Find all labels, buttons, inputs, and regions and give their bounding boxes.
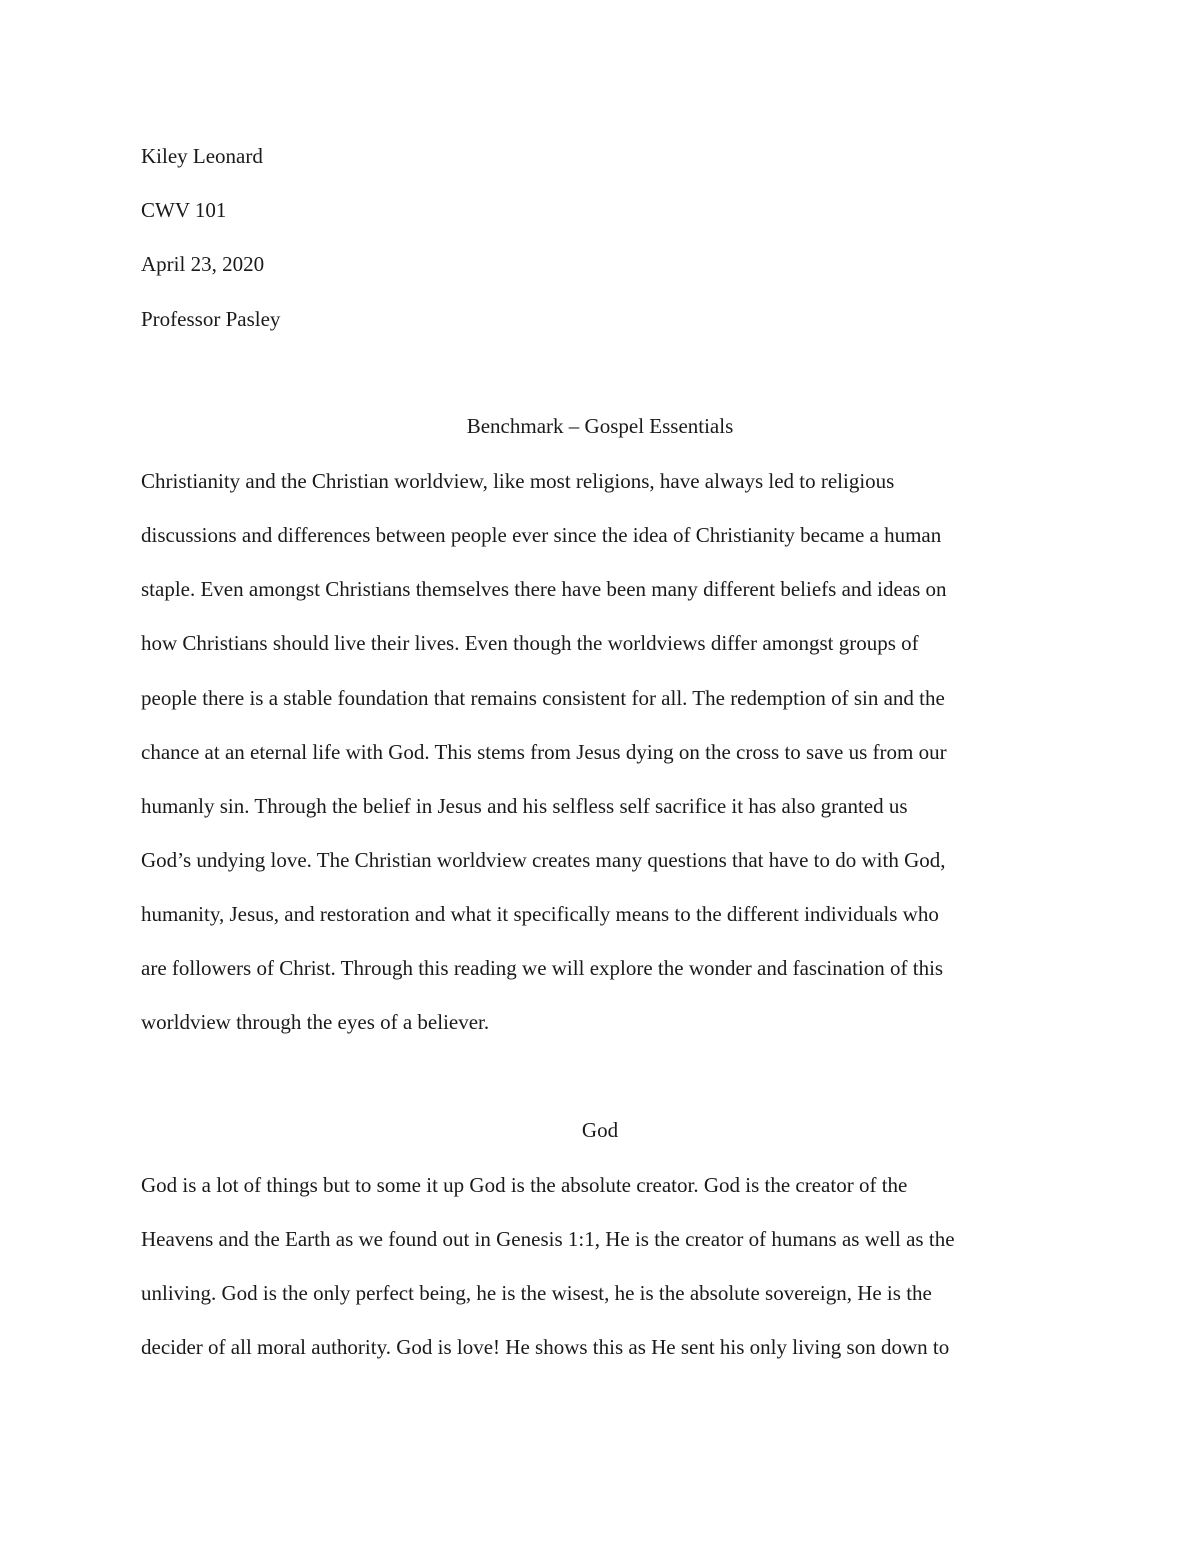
professor-name: Professor Pasley [141,307,281,331]
god-section-line: God is a lot of things but to some it up God is the absolute creator. God is the creator of the [141,1173,908,1197]
intro-line: humanly sin. Through the belief in Jesus and his selfless self sacrifice it has also granted us [141,794,908,818]
intro-line: staple. Even amongst Christians themselves there have been many different beliefs and ideas on [141,577,947,601]
course-name: CWV 101 [141,198,227,222]
author-name: Kiley Leonard [141,144,263,168]
god-section-line: decider of all moral authority. God is love! He shows this as He sent his only living son down to [141,1335,950,1359]
intro-line: Christianity and the Christian worldview, like most religions, have always led to religious [141,469,895,493]
god-section-line: unliving. God is the only perfect being, he is the wisest, he is the absolute sovereign, He is the [141,1281,932,1305]
god-section-line: Heavens and the Earth as we found out in Genesis 1:1, He is the creator of humans as well as the [141,1227,955,1251]
intro-line: humanity, Jesus, and restoration and what it specifically means to the different individuals who [141,902,939,926]
intro-line: worldview through the eyes of a believer. [141,1010,490,1034]
intro-line: are followers of Christ. Through this reading we will explore the wonder and fascination of this [141,956,944,980]
section-heading-god: God [581,1118,619,1142]
intro-line: people there is a stable foundation that remains consistent for all. The redemption of sin and the [141,686,945,710]
intro-line: discussions and differences between people ever since the idea of Christianity became a human [141,523,942,547]
document-title: Benchmark – Gospel Essentials [466,414,734,438]
intro-line: how Christians should live their lives. Even though the worldviews differ amongst groups of [141,631,919,655]
date: April 23, 2020 [141,252,265,276]
intro-line: God’s undying love. The Christian worldview creates many questions that have to do with God, [141,848,946,872]
intro-line: chance at an eternal life with God. This stems from Jesus dying on the cross to save us from our [141,740,947,764]
